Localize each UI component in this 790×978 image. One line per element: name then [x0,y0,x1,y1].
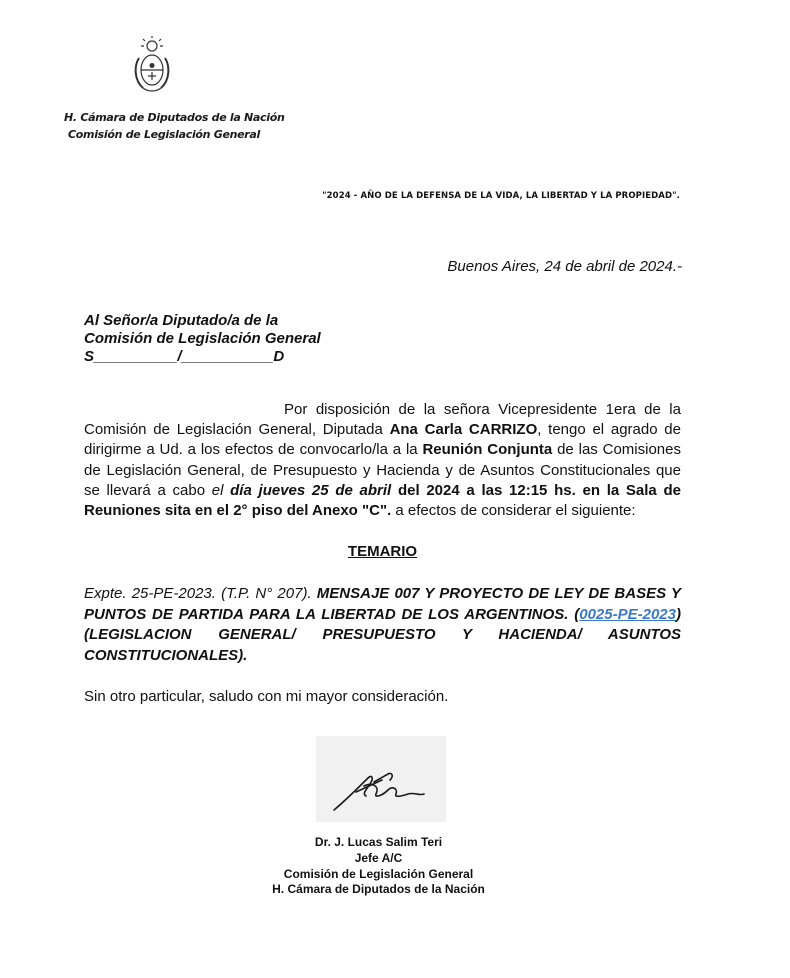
file-label: Expte. [84,585,127,602]
deputy-name: Ana Carla CARRIZO [389,421,538,439]
coat-of-arms-icon [134,36,170,94]
signature-block [200,835,557,898]
signer-role: Jefe A/C [354,850,403,865]
agenda-item [84,584,681,666]
year-motto: "2024 - AÑO DE LA DEFENSA DE LA VIDA, LA LIBERTAD Y LA PROPIEDAD". [322,191,680,201]
addressee-line-3: S__________/___________D [84,348,285,365]
agenda-title-text: TEMARIO [347,543,418,560]
file-number: 25-PE-2023. (T.P. N° 207). [126,585,312,602]
meeting-type: Reunión Conjunta [422,441,553,459]
body-text: a efectos de considerar el siguiente: [391,502,636,520]
body-text: Por disposición de la señora Vicepresidente 1era de la Comisión de Legislación General, Diputada [84,401,681,439]
signer-name: Dr. J. Lucas Salim Teri [314,835,443,849]
handwritten-signature [316,736,446,822]
meeting-day: día jueves 25 de abril [230,481,392,499]
body-text: el [211,481,231,499]
agenda-title [84,543,681,560]
file-link[interactable]: 0025-PE-2023 [579,605,676,623]
letter-body [84,400,681,521]
commission-name: Comisión de Legislación General [68,128,261,141]
agenda-committees: ) (LEGISLACION GENERAL/ PRESUPUESTO Y HACIENDA/ ASUNTOS CONSTITUCIONALES). [84,605,681,664]
addressee-line-1: Al Señor/a Diputado/a de la [84,312,279,329]
body-text: , tengo el agrado de dirigirme a Ud. a los efectos de convocarlo/la a la [84,421,681,459]
signer-commission: Comisión de Legislación General [283,866,474,881]
meeting-time-place: del 2024 a las 12:15 hs. en la Sala de Reuniones sita en el 2° piso del Anexo "C". [84,481,681,520]
institution-name: H. Cámara de Diputados de la Nación [64,111,285,124]
addressee-line-2: Comisión de Legislación General [84,330,321,347]
signer-chamber: H. Cámara de Diputados de la Nación [272,882,485,897]
agenda-subject: MENSAJE 007 Y PROYECTO DE LEY DE BASES Y PUNTOS DE PARTIDA PARA LA LIBERTAD DE LOS ARGENTINOS. ( [84,585,681,623]
body-text: de las Comisiones de Legislación General, de Presupuesto y Hacienda y de Asuntos Constitucionales que se llevará a cabo [84,441,681,499]
closing-salutation: Sin otro particular, saludo con mi mayor consideración. [84,688,449,705]
dateline: Buenos Aires, 24 de abril de 2024.- [447,258,682,275]
